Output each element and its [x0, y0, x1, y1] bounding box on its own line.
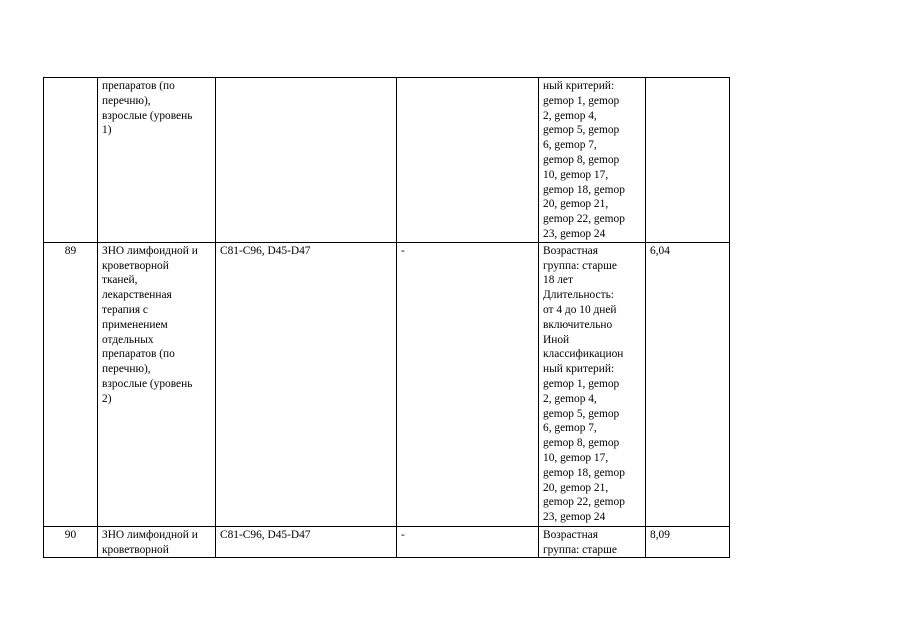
- criteria-line: группа: старше: [543, 543, 617, 556]
- diagnosis-codes-cell: C81-C96, D45-D47: [216, 526, 397, 558]
- criteria-line: 2, gemop 4,: [543, 392, 597, 405]
- row-number-cell: 90: [44, 526, 98, 558]
- criteria-line: классификацион: [543, 348, 624, 361]
- group-name-line: 2): [102, 392, 112, 405]
- group-name-line: перечню),: [102, 94, 151, 107]
- coefficient-cell: 6,04: [646, 242, 730, 526]
- criteria-line: 23, gemop 24: [543, 511, 606, 524]
- criteria-cell: [539, 526, 646, 558]
- group-name-line: терапия с: [102, 303, 148, 316]
- criteria-line: 10, gemop 17,: [543, 451, 609, 464]
- criteria-line: gemop 22, gemop: [543, 496, 625, 509]
- criteria-line: Возрастная: [543, 528, 598, 541]
- group-name-cell: [98, 78, 216, 243]
- criteria-line: Иной: [543, 333, 570, 346]
- criteria-line: gemop 5, gemop: [543, 124, 620, 137]
- criteria-line: 20, gemop 21,: [543, 481, 609, 494]
- criteria-line: от 4 до 10 дней: [543, 303, 617, 316]
- group-name-line: взрослые (уровень: [102, 109, 193, 122]
- group-name-line: взрослые (уровень: [102, 377, 193, 390]
- group-name-line: препаратов (по: [102, 348, 175, 361]
- criteria-line: 10, gemop 17,: [543, 168, 609, 181]
- group-name-line: препаратов (по: [102, 80, 175, 92]
- group-name-line: 1): [102, 124, 112, 137]
- criteria-line: Возрастная: [543, 244, 598, 257]
- criteria-line: ный критерий:: [543, 80, 615, 92]
- criteria-cell: [539, 242, 646, 526]
- table-row-90: [44, 526, 730, 558]
- extra-codes-cell: -: [397, 526, 539, 558]
- table-row-89: [44, 242, 730, 526]
- table-row-continuation: [44, 78, 730, 243]
- criteria-line: gemop 5, gemop: [543, 407, 620, 420]
- diagnosis-codes-cell: C81-C96, D45-D47: [216, 242, 397, 526]
- criteria-line: gemop 18, gemop: [543, 183, 625, 196]
- criteria-line: gemop 8, gemop: [543, 153, 620, 166]
- criteria-line: ный критерий:: [543, 363, 615, 376]
- criteria-line: 6, gemop 7,: [543, 422, 597, 435]
- criteria-line: Длительность:: [543, 289, 614, 302]
- extra-codes-cell: -: [397, 242, 539, 526]
- criteria-line: 18 лет: [543, 274, 573, 287]
- group-name-line: тканей,: [102, 274, 138, 287]
- group-name-line: ЗНО лимфоидной и: [102, 528, 198, 541]
- criteria-line: 2, gemop 4,: [543, 109, 597, 122]
- group-name-line: лекарственная: [102, 289, 172, 302]
- criteria-cell: [539, 78, 646, 243]
- group-name-line: кроветворной: [102, 543, 169, 556]
- group-name-line: применением: [102, 318, 168, 331]
- group-name-cell: [98, 242, 216, 526]
- criteria-line: 23, gemop 24: [543, 227, 606, 240]
- tariff-table: [43, 77, 730, 558]
- group-name-line: кроветворной: [102, 259, 169, 272]
- criteria-line: gemop 1, gemop: [543, 377, 620, 390]
- group-name-line: ЗНО лимфоидной и: [102, 244, 198, 257]
- criteria-line: gemop 18, gemop: [543, 466, 625, 479]
- criteria-line: gemop 8, gemop: [543, 437, 620, 450]
- group-name-line: отдельных: [102, 333, 154, 346]
- row-number-cell: [44, 78, 98, 243]
- criteria-line: gemop 22, gemop: [543, 213, 625, 226]
- criteria-line: группа: старше: [543, 259, 617, 272]
- group-name-line: перечню),: [102, 363, 151, 376]
- coefficient-cell: [646, 78, 730, 243]
- criteria-line: gemop 1, gemop: [543, 94, 620, 107]
- criteria-line: 6, gemop 7,: [543, 139, 597, 152]
- row-number-cell: 89: [44, 242, 98, 526]
- group-name-cell: [98, 526, 216, 558]
- coefficient-cell: 8,09: [646, 526, 730, 558]
- criteria-line: включительно: [543, 318, 613, 331]
- extra-codes-cell: [397, 78, 539, 243]
- diagnosis-codes-cell: [216, 78, 397, 243]
- criteria-line: 20, gemop 21,: [543, 198, 609, 211]
